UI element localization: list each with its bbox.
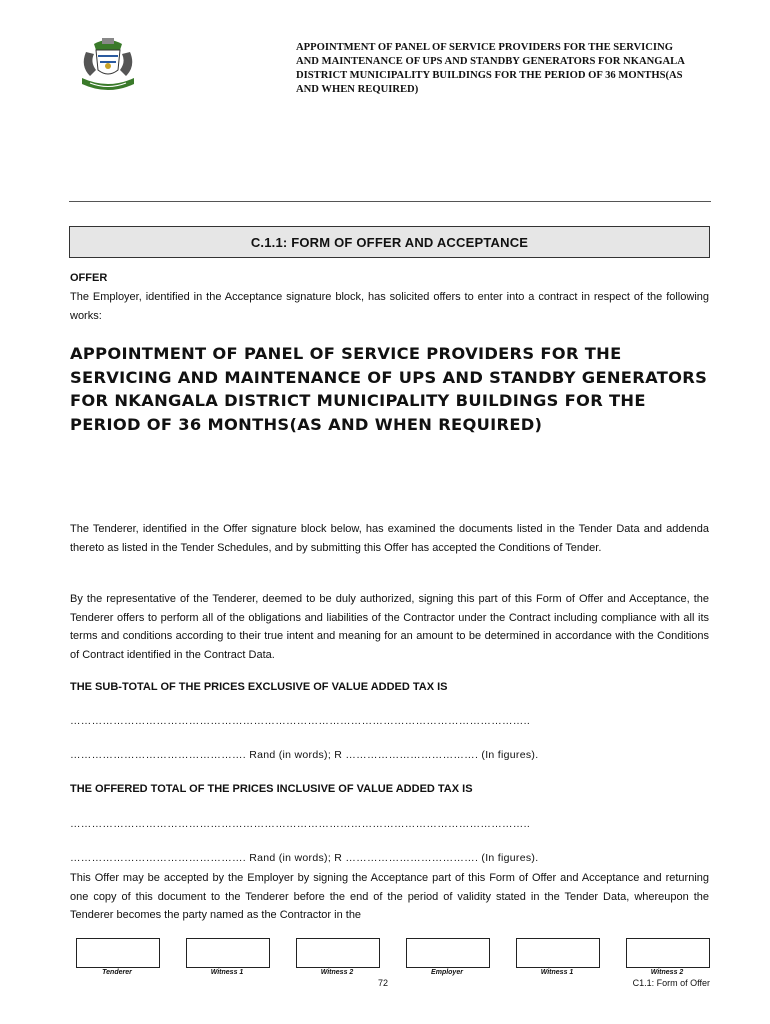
total-amount-line[interactable]: …………………………………………. Rand (in words); R ………………………………. (In figures). [70,852,539,864]
initial-label-witness-1b: Witness 1 [540,969,574,976]
initial-box-witness-2b[interactable] [626,938,710,968]
paragraph-representative: By the representative of the Tenderer, deemed to be duly authorized, signing this part of this Form of Offer and Acceptance, the Tenderer offers to perform all of the obligations and liabilities of the Contractor under the Contract including compliance with all its terms and conditions according to their true intent and meaning for an amount to be determined in accordance with the Conditions of Contract identified in the Contract Data. [70,593,709,661]
initial-label-tenderer: Tenderer [102,969,132,976]
offer-intro: The Employer, identified in the Acceptance signature block, has solicited offers to enter into a contract in respect of the following works: [70,291,709,322]
initial-box-witness-1b[interactable] [516,938,600,968]
page-number: 72 [377,978,388,988]
initial-label-witness-2: Witness 2 [320,969,354,976]
offer-label: OFFER [70,272,108,284]
initial-label-witness-2b: Witness 2 [650,969,684,976]
total-words-line[interactable]: ……………………………………………………………………………………………………………….. [70,818,531,830]
initial-box-witness-1[interactable] [186,938,270,968]
project-title: APPOINTMENT OF PANEL OF SERVICE PROVIDERS FOR THE SERVICING AND MAINTENANCE OF UPS AND STANDBY GENERATORS FOR NKANGALA DISTRICT MUNICIPALITY BUILDINGS FOR THE PERIOD OF 36 MONTHS(AS AND WHEN REQUIRED) [70,344,708,434]
initial-label-employer: Employer [431,969,463,976]
footer-reference: C1.1: Form of Offer [632,978,710,988]
paragraph-acceptance: This Offer may be accepted by the Employer by signing the Acceptance part of this Form of Offer and Acceptance and returning one copy of this document to the Tenderer before the end of the period of validity stated in the Tender Data, whereupon the Tenderer becomes the party named as the Contractor in the [70,872,709,921]
subtotal-label: THE SUB-TOTAL OF THE PRICES EXCLUSIVE OF VALUE ADDED TAX IS [70,681,448,693]
header-title: APPOINTMENT OF PANEL OF SERVICE PROVIDERS FOR THE SERVICING AND MAINTENANCE OF UPS AND STANDBY GENERATORS FOR NKANGALA DISTRICT MUNICIPALITY BUILDINGS FOR THE PERIOD OF 36 MONTHS(AS AND WHEN REQUIRED) [296,42,685,95]
header-divider [69,201,711,202]
initial-label-witness-1: Witness 1 [210,969,244,976]
initial-box-tenderer[interactable] [76,938,160,968]
subtotal-words-line[interactable]: ……………………………………………………………………………………………………………….. [70,715,531,727]
form-title: C.1.1: FORM OF OFFER AND ACCEPTANCE [69,226,710,258]
municipal-crest-icon [76,36,140,96]
total-label: THE OFFERED TOTAL OF THE PRICES INCLUSIVE OF VALUE ADDED TAX IS [70,783,473,795]
paragraph-examined: The Tenderer, identified in the Offer signature block below, has examined the documents listed in the Tender Data and addenda thereto as listed in the Tender Schedules, and by submitting this Offer has accepted the Conditions of Tender. [70,523,709,554]
initial-box-employer[interactable] [406,938,490,968]
initial-box-witness-2[interactable] [296,938,380,968]
subtotal-amount-line[interactable]: …………………………………………. Rand (in words); R ………………………………. (In figures). [70,749,539,761]
